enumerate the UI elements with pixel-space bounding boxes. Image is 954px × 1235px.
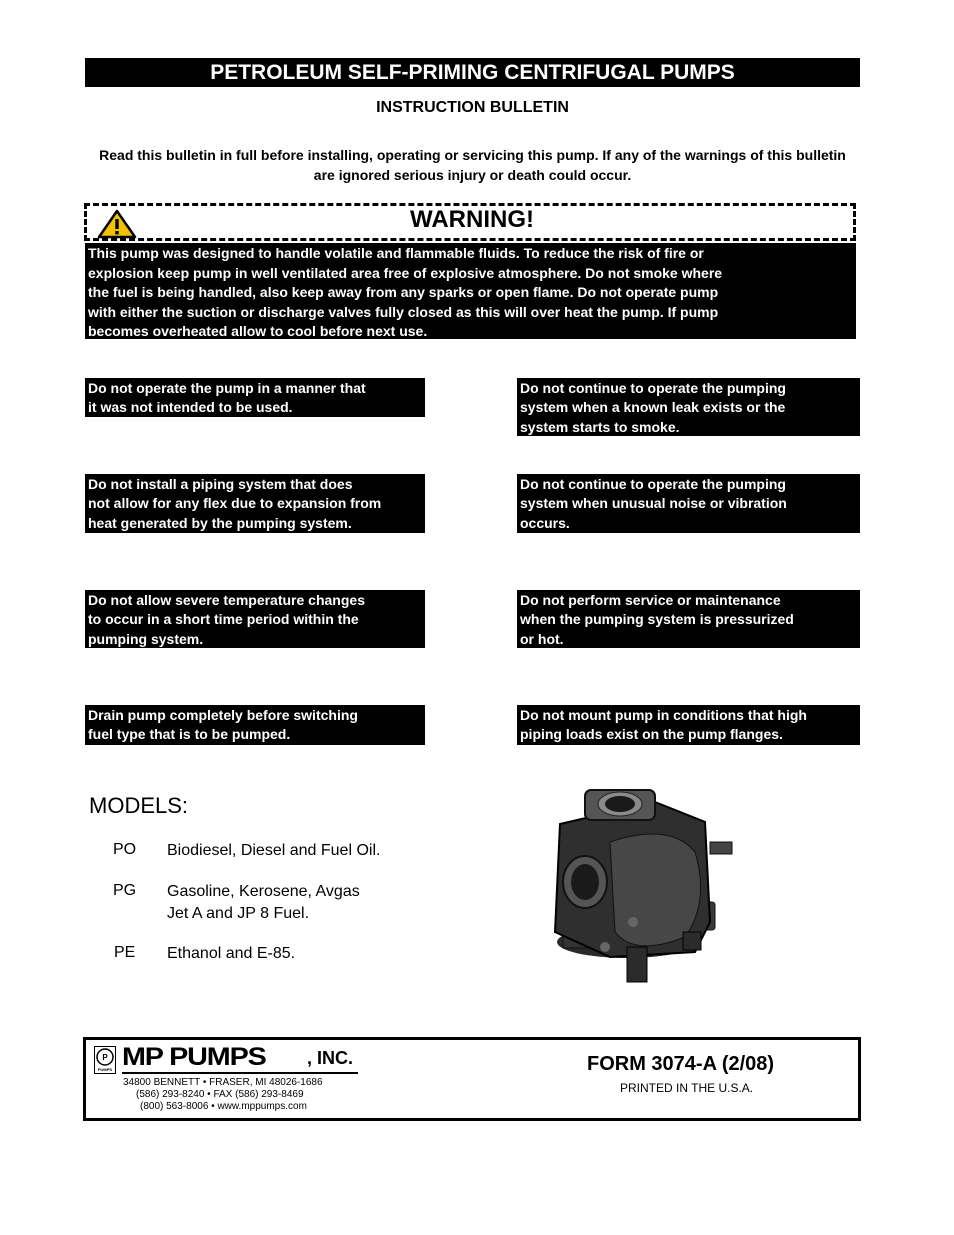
company-suffix: , INC. <box>307 1048 354 1068</box>
company-address: 34800 BENNETT • FRASER, MI 48026-1686 <box>123 1077 323 1088</box>
caution-box: Do not continue to operate the pumping system when unusual noise or vibration occurs. <box>517 474 860 533</box>
page-title: PETROLEUM SELF-PRIMING CENTRIFUGAL PUMPS <box>85 58 860 87</box>
caution-box: Drain pump completely before switching fuel type that is to be pumped. <box>85 705 425 745</box>
warning-line: with either the suction or discharge valves fully closed as this will over heat the pump. If pump <box>88 303 719 320</box>
pump-illustration <box>515 782 740 987</box>
caution-box: Do not allow severe temperature changes to occur in a short time period within the pumping system. <box>85 590 425 648</box>
caution-box: Do not mount pump in conditions that high piping loads exist on the pump flanges. <box>517 705 860 745</box>
emblem-text: PUMPS <box>97 1067 113 1072</box>
model-code: PO <box>113 841 137 858</box>
caution-box: Do not install a piping system that does not allow for any flex due to expansion from heat generated by the pumping system. <box>85 474 425 533</box>
logo-divider <box>122 1072 358 1074</box>
model-description: Biodiesel, Diesel and Fuel Oil. <box>167 842 381 859</box>
model-description: Ethanol and E-85. <box>167 945 296 962</box>
svg-text:P: P <box>102 1053 108 1062</box>
caution-box: Do not operate the pump in a manner that it was not intended to be used. <box>85 378 425 417</box>
model-description: Gasoline, Kerosene, Avgas Jet A and JP 8 Fuel. <box>167 883 360 922</box>
warning-line: This pump was designed to handle volatile and flammable fluids. To reduce the risk of fire or <box>88 245 704 261</box>
warning-line: becomes overheated allow to cool before next use. <box>88 323 428 339</box>
company-phone: (586) 293-8240 • FAX (586) 293-8469 <box>136 1089 304 1100</box>
warning-title: WARNING! <box>410 206 534 233</box>
caution-box: Do not perform service or maintenance when the pumping system is pressurized or hot. <box>517 590 860 648</box>
company-name: MP PUMPS <box>122 1043 266 1071</box>
models-heading: MODELS: <box>89 793 189 818</box>
warning-line: the fuel is being handled, also keep away from any sparks or open flame. Do not operate pump <box>88 284 719 300</box>
warning-body <box>85 243 856 339</box>
subtitle: INSTRUCTION BULLETIN <box>376 99 569 116</box>
model-code: PG <box>113 882 137 899</box>
company-emblem-icon <box>94 1046 116 1074</box>
caution-box: Do not continue to operate the pumping system when a known leak exists or the system starts to smoke. <box>517 378 860 436</box>
printed-in: PRINTED IN THE U.S.A. <box>620 1081 754 1095</box>
company-web: (800) 563-8006 • www.mppumps.com <box>140 1101 307 1112</box>
form-number: FORM 3074-A (2/08) <box>587 1053 775 1075</box>
warning-line: explosion keep pump in well ventilated area free of explosive atmosphere. Do not smoke where <box>88 264 723 281</box>
intro-text: Read this bulletin in full before installing, operating or servicing this pump. If any of the warnings of this bulletin are ignored serious injury or death could occur. <box>99 147 846 183</box>
model-code: PE <box>114 944 136 961</box>
